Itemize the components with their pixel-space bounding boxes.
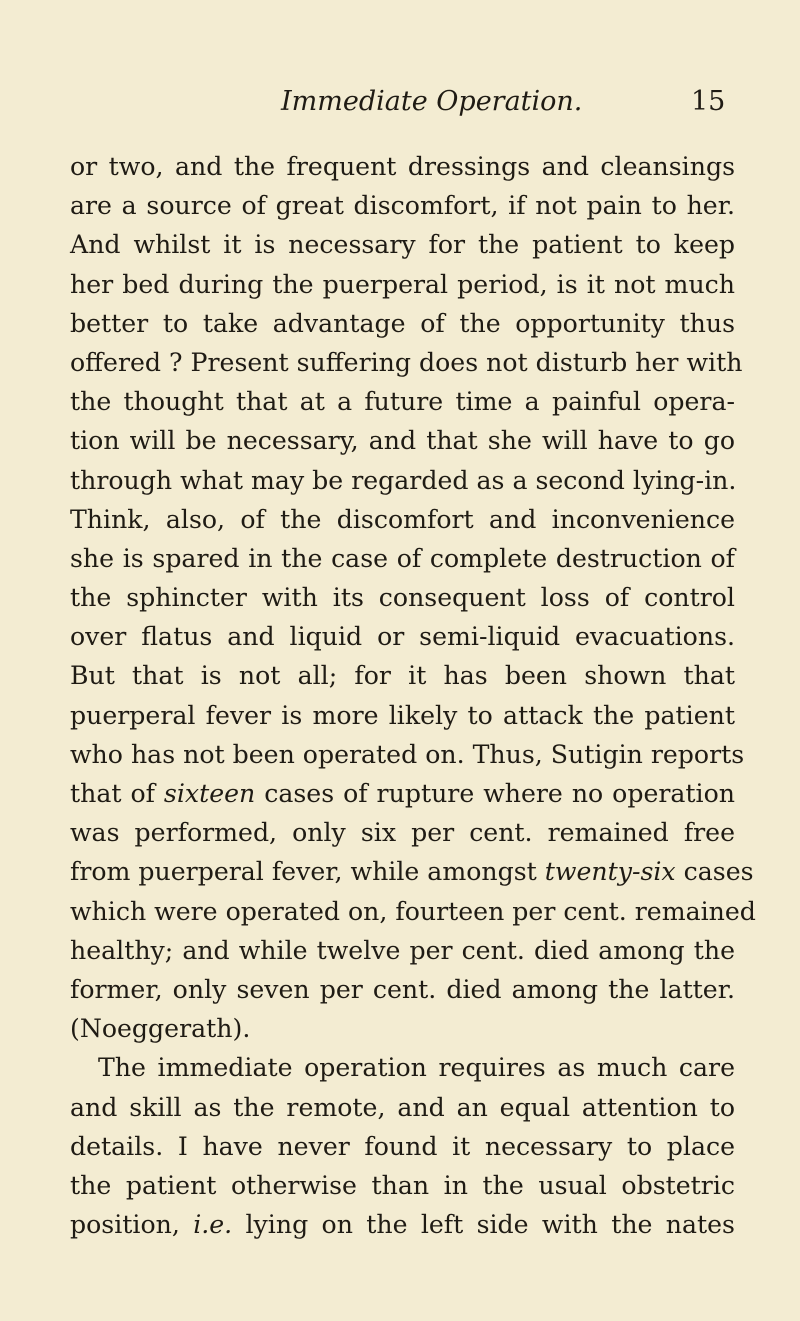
text-line-20: which were operated on, fourteen per cent. remained bbox=[70, 896, 756, 926]
running-title: Immediate Operation. bbox=[281, 86, 583, 117]
text-line-11: she is spared in the case of complete destruction of bbox=[70, 543, 735, 573]
text-line-4: her bed during the puerperal period, is it not much bbox=[70, 269, 735, 299]
text-line-10: Think, also, of the discomfort and inconvenience bbox=[70, 504, 735, 534]
text-line-25: and skill as the remote, and an equal attention to bbox=[70, 1092, 735, 1122]
running-head bbox=[0, 82, 800, 122]
text-line-22: former, only seven per cent. died among the latter. bbox=[70, 974, 735, 1004]
text-line-21: healthy; and while twelve per cent. died among the bbox=[70, 935, 735, 965]
text-line-18: was performed, only six per cent. remained free bbox=[70, 818, 735, 848]
text-line-3: And whilst it is necessary for the patient to keep bbox=[70, 230, 735, 260]
text-line-16: who has not been operated on. Thus, Sutigin reports bbox=[70, 739, 745, 769]
italic-ie: i.e. bbox=[193, 1210, 233, 1240]
text-line-27: the patient otherwise than in the usual obstetric bbox=[70, 1170, 735, 1200]
page-number: 15 bbox=[691, 86, 726, 117]
text-line-19: from puerperal fever, while amongst twenty-six cases bbox=[70, 857, 754, 887]
text-line-9: through what may be regarded as a second lying-in. bbox=[70, 465, 737, 495]
text-line-23: (Noeggerath). bbox=[70, 1014, 251, 1044]
body-text bbox=[70, 147, 756, 1244]
text-line-14: But that is not all; for it has been shown that bbox=[70, 661, 735, 691]
text-line-17: that of sixteen cases of rupture where no operation bbox=[70, 779, 735, 808]
text-line-2: are a source of great discomfort, if not pain to her. bbox=[70, 191, 735, 221]
text-line-12: the sphincter with its consequent loss of control bbox=[70, 583, 735, 613]
text-line-13: over flatus and liquid or semi-liquid evacuations. bbox=[70, 622, 735, 652]
text-line-7: the thought that at a future time a painful opera- bbox=[70, 387, 735, 417]
text-line-15: puerperal fever is more likely to attack the patient bbox=[70, 700, 735, 730]
italic-twenty-six: twenty-six bbox=[544, 857, 676, 887]
text-line-5: better to take advantage of the opportunity thus bbox=[70, 308, 735, 338]
text-line-24: The immediate operation requires as much care bbox=[98, 1053, 735, 1083]
text-line-28: position, i.e. lying on the left side with the nates bbox=[70, 1210, 735, 1240]
text-line-1: or two, and the frequent dressings and cleansings bbox=[70, 152, 735, 181]
text-line-8: tion will be necessary, and that she will have to go bbox=[70, 426, 735, 456]
text-line-26: details. I have never found it necessary to place bbox=[70, 1131, 735, 1161]
italic-sixteen: sixteen bbox=[163, 779, 256, 808]
text-line-6: offered ? Present suffering does not disturb her with bbox=[70, 347, 743, 377]
